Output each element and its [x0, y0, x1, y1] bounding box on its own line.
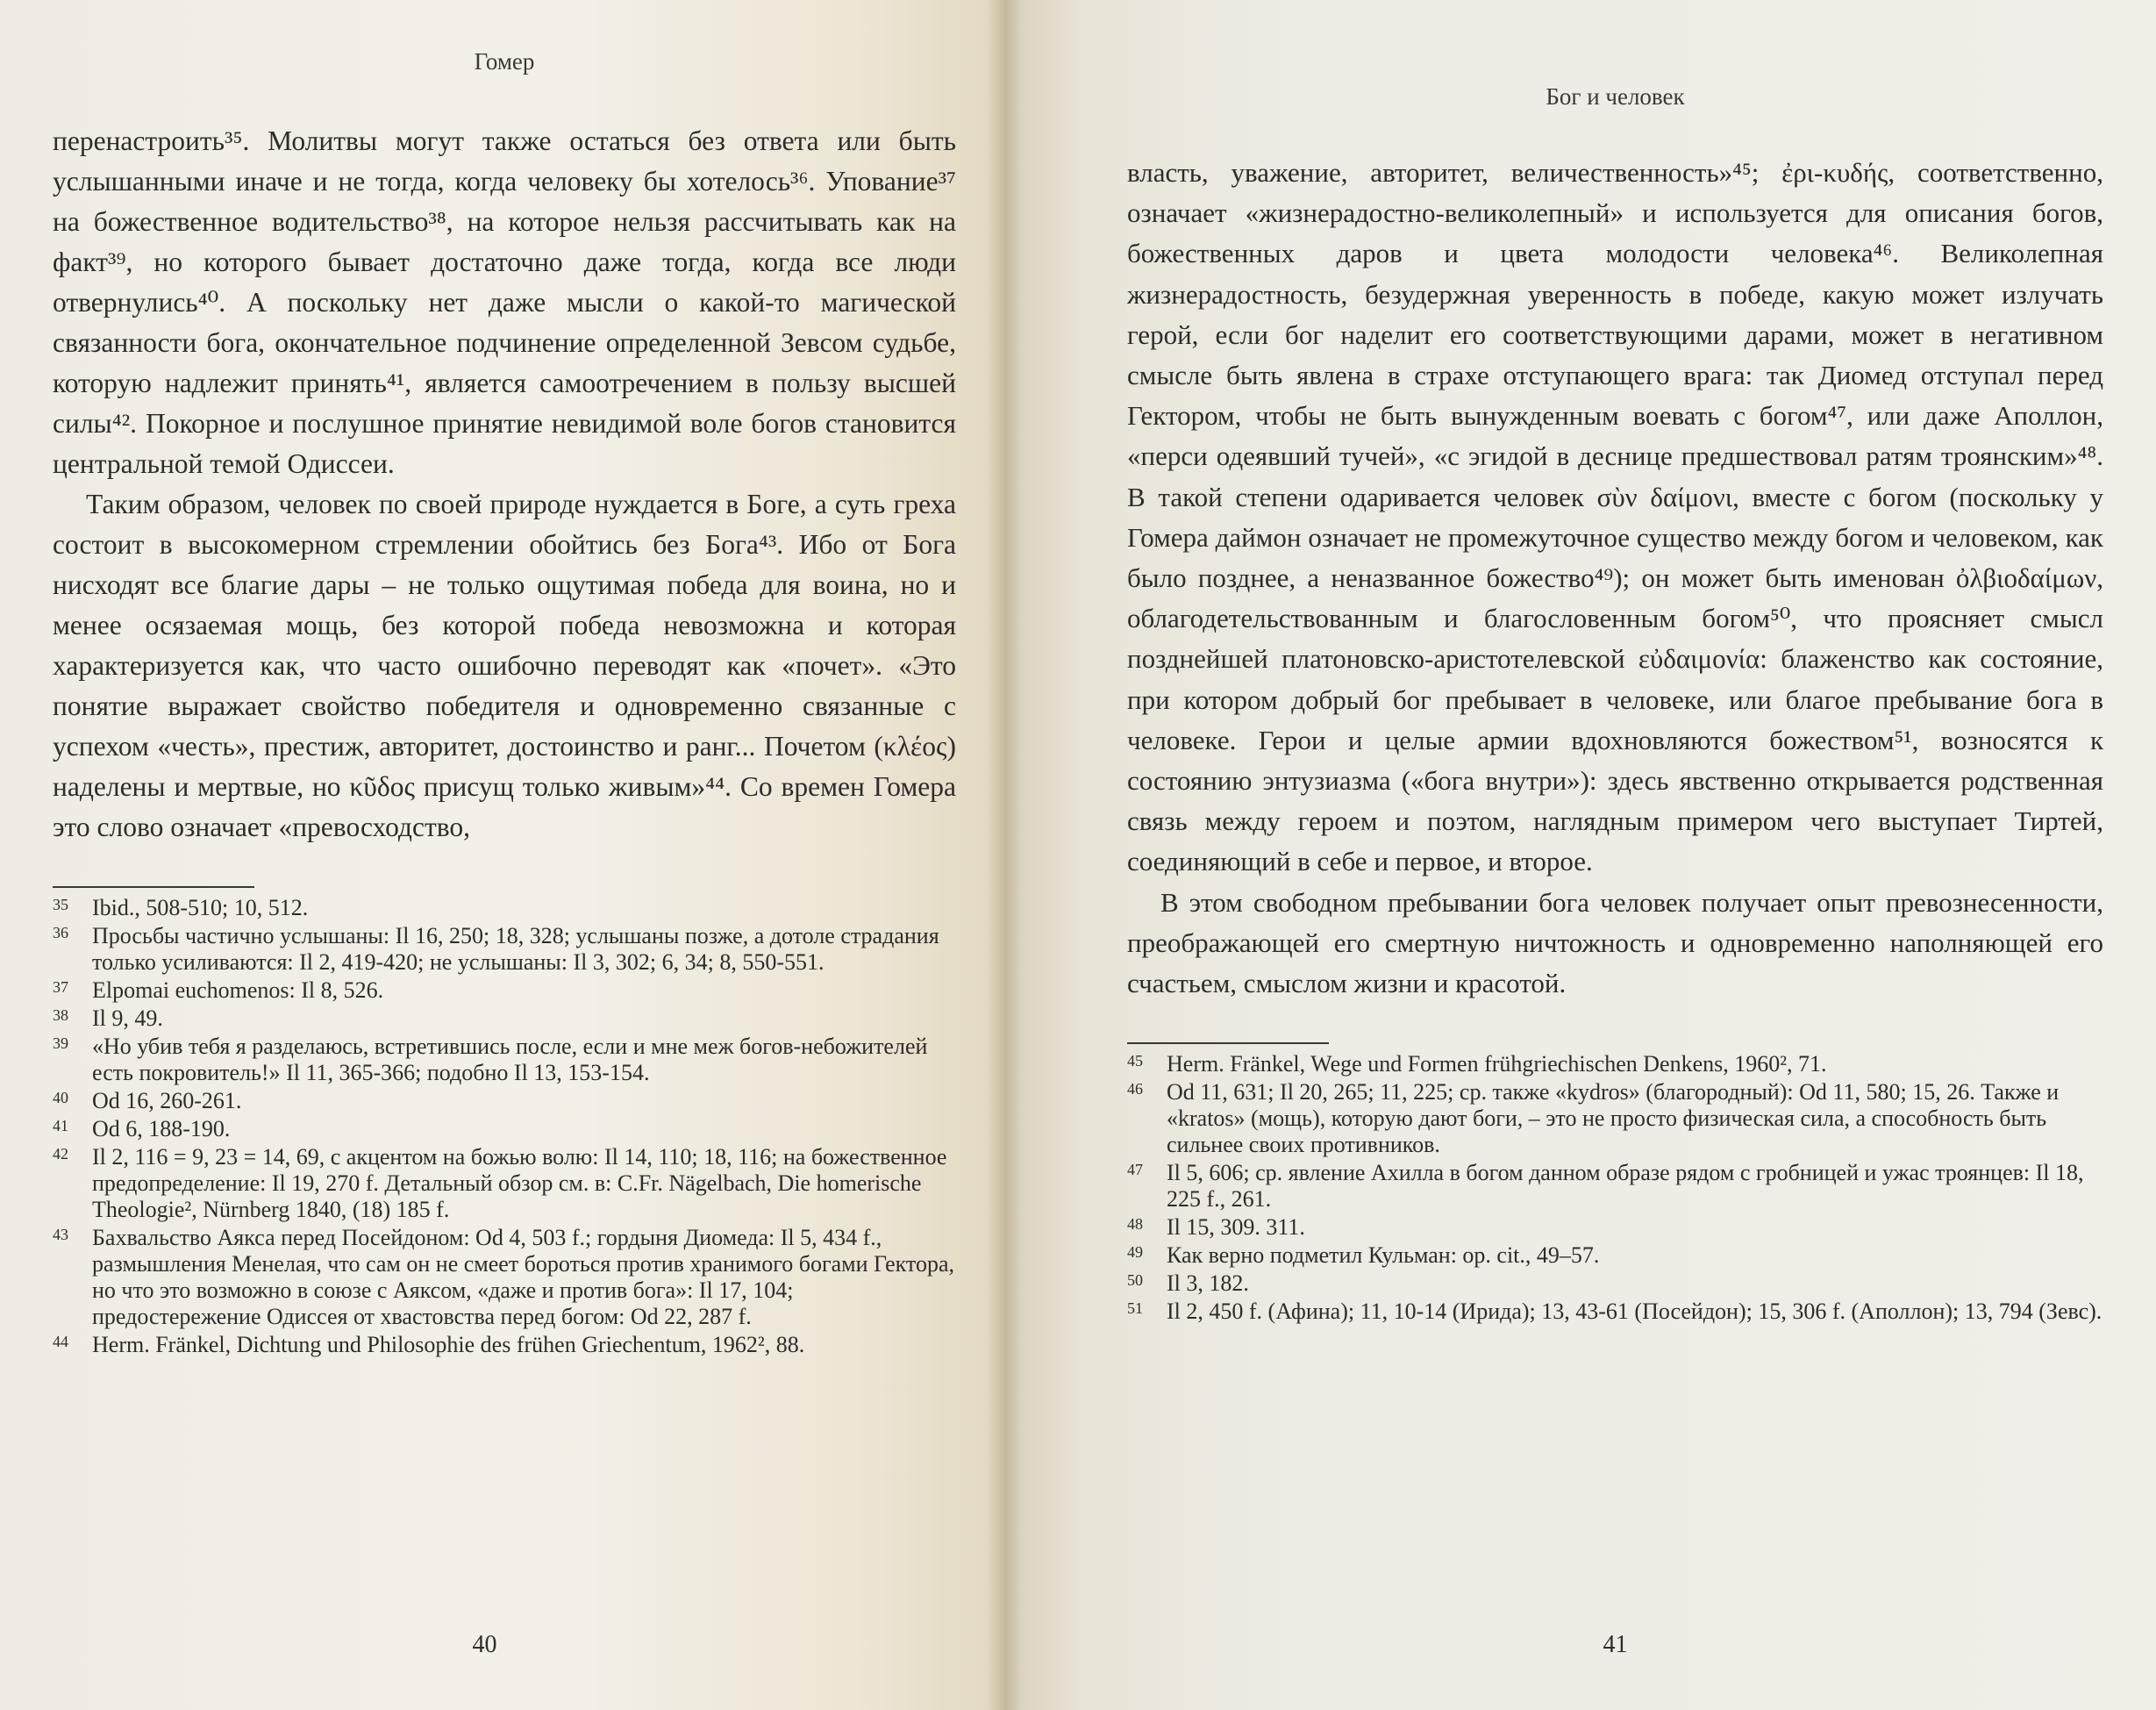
footnote-text: Как верно подметил Кульман: op. cit., 49–57. — [1167, 1242, 1600, 1269]
footnote — [53, 1225, 956, 1330]
footnote-text: Il 15, 309. 311. — [1167, 1214, 1305, 1241]
left-paragraph-2: Таким образом, человек по своей природе нуждается в Боге, а суть греха состоит в высокомерном стремлении обойтись без Бога⁴³. Ибо от Бога нисходят все благие дары – не только ощутимая победа для воина, но и менее осязаемая мощь, без которой победа невозможна и которая характеризуется как, что часто ошибочно переводят как «почет». «Это понятие выражает свойство победителя и одновременно связанные с успехом «честь», престиж, авторитет, достоинство и ранг... Почетом (κλέος) наделены и мертвые, но κῦδος присущ только живым»⁴⁴. Со времен Гомера это слово означает «превосходство, — [53, 489, 956, 842]
footnote-text: Od 6, 188-190. — [92, 1116, 231, 1141]
footnote-number: 48 — [1127, 1215, 1143, 1234]
footnote-text: Herm. Fränkel, Dichtung und Philosophie des frühen Griechentum, 1962², 88. — [92, 1332, 805, 1357]
footnote-text: Il 5, 606; ср. явление Ахилла в богом данном образе рядом с гробницей и ужас троянцев: Il 18, 225 f., 261. — [1167, 1160, 2084, 1213]
footnote-text: Ibid., 508-510; 10, 512. — [92, 895, 309, 920]
footnote-number: 37 — [53, 978, 68, 996]
footnote-text: Просьбы частично услышаны: Il 16, 250; 18, 328; услышаны позже, а дотоле страдания только усиливаются: Il 2, 419-420; не услышаны: Il 3, 302; 6, 34; 8, 550-551. — [92, 923, 939, 975]
running-head-left: Гомер — [474, 48, 535, 75]
footnote-text: Il 2, 116 = 9, 23 = 14, 69, с акцентом на божью волю: Il 14, 110; 18, 116; на божественное предопределение: Il 19, 270 f. Детальный обзор см. в: C.Fr. Nägelbach, Die homerische Theologie², Nürnberg 1840, (18) 185 f. — [92, 1144, 947, 1222]
footnote-text: «Но убив тебя я разделаюсь, встретившись после, если и мне меж богов-небожителей есть покровитель!» Il 11, 365-366; подобно Il 13, 153-154. — [92, 1034, 928, 1085]
footnote — [53, 1144, 956, 1223]
right-paragraph-1: власть, уважение, авторитет, величественность»⁴⁵; ἐρι-κυδής, соответственно, означает «жизнерадостно-великолепный» и используется для описания богов, божественных даров и цвета молодости человека⁴⁶. Великолепная жизнерадостность, безудержная уверенность в победе, какую может излучать герой, если бог наделит его соответствующими дарами, может в негативном смысле быть явлена в страхе отступающего врага: так Диомед отступал перед Гектором, чтобы не быть вынужденным воевать с богом⁴⁷, или даже Аполлон, «перси одеявший тучей», «с эгидой в деснице предшествовал ратям троянским»⁴⁸. В такой степени одаривается человек σὺν δαίμονι, вместе с богом (поскольку у Гомера даймон означает не промежуточное существо между богом и человеком, как было позднее, а неназванное божество⁴⁹); он может быть именован ὀλβιοδαίμων, облагодетельствованным и благословенным богом⁵⁰, что проясняет смысл позднейшей платоновско-аристотелевской εὐδαιμονία: блаженство как состояние, при котором добрый бог пребывает в человеке, или благое пребывание бога в человеке. Герои и целые армии вдохновляются божеством⁵¹, возносятся к состоянию энтузиазма («бога внутри»): здесь явственно открывается родственная связь между героем и поэтом, наглядным примером чего выступает Тиртей, соединяющий в себе и первое, и второе. — [1127, 157, 2103, 877]
footnote-text: Od 11, 631; Il 20, 265; 11, 225; ср. также «kydros» (благородный): Od 11, 580; 15, 26. Также и «kratos» (мощь), которую дают боги, – это не просто физическая сила, а способность быть сильнее своих противников. — [1167, 1079, 2060, 1158]
footnote-number: 50 — [1127, 1271, 1143, 1290]
right-body-text — [1127, 153, 2103, 1004]
footnote — [53, 895, 956, 921]
left-body-text — [53, 121, 956, 848]
footnote-number: 47 — [1127, 1161, 1143, 1179]
footnote-number: 40 — [53, 1089, 68, 1106]
footnote-number: 42 — [53, 1145, 68, 1163]
footnote-number: 46 — [1127, 1080, 1143, 1098]
left-page — [0, 0, 1004, 1710]
footnote — [1127, 1160, 2103, 1213]
footnote-text: Il 2, 450 f. (Афина); 11, 10-14 (Ирида); 13, 43-61 (Посейдон); 15, 306 f. (Аполлон); 13, 794 (Зевс). — [1167, 1299, 2102, 1325]
footnote — [53, 1332, 956, 1358]
footnote — [1127, 1079, 2103, 1158]
footnote-number: 38 — [53, 1006, 68, 1024]
left-footnotes — [53, 895, 956, 1358]
footnote — [1127, 1270, 2103, 1297]
running-head-right: Бог и человек — [1546, 83, 1685, 110]
footnote-number: 41 — [53, 1117, 68, 1134]
footnote-number: 43 — [53, 1226, 68, 1243]
footnote — [53, 1088, 956, 1114]
footnote — [1127, 1242, 2103, 1269]
footnote-number: 39 — [53, 1034, 68, 1052]
footnote-number: 51 — [1127, 1299, 1143, 1318]
footnote — [1127, 1051, 2103, 1077]
footnote-text: Herm. Fränkel, Wege und Formen frühgriechischen Denkens, 1960², 71. — [1167, 1051, 1827, 1077]
right-paragraph-2: В этом свободном пребывании бога человек получает опыт превознесенности, преображающей его смертную ничтожность и одновременно наполняющей его счастьем, смыслом жизни и красотой. — [1127, 886, 2103, 999]
right-page — [1004, 0, 2156, 1710]
footnote-text: Бахвальство Аякса перед Посейдоном: Od 4, 503 f.; гордыня Диомеда: Il 5, 434 f., размышления Менелая, что сам он не смеет бороться против хранимого богами Гектора, но что это возможно в союзе с Аяксом, «даже и против бога»: Il 17, 104; предостережение Одиссея от хвастовства перед богом: Od 22, 287 f. — [92, 1225, 954, 1329]
left-paragraph-1: перенастроить³⁵. Молитвы могут также остаться без ответа или быть услышанными иначе и не тогда, когда человеку бы хотелось³⁶. Упование³⁷ на божественное водительство³⁸, на которое нельзя рассчитывать как на факт³⁹, но которого бывает достаточно даже тогда, когда все люди отвернулись⁴⁰. А поскольку нет даже мысли о какой-то магической связанности бога, окончательное подчинение определенной Зевсом судьбе, которую надлежит принять⁴¹, является самоотречением в пользу высшей силы⁴². Покорное и послушное принятие невидимой воле богов становится центральной темой Одиссеи. — [53, 125, 956, 479]
footnote-number: 44 — [53, 1333, 68, 1350]
footnote — [53, 1034, 956, 1086]
footnote — [53, 977, 956, 1004]
footnote-text: Od 16, 260-261. — [92, 1088, 242, 1113]
footnote-text: Elpomai euchomenos: Il 8, 526. — [92, 977, 384, 1003]
page-number-right: 41 — [1603, 1631, 1628, 1658]
footnote — [53, 923, 956, 976]
footnote — [1127, 1299, 2103, 1325]
footnote-separator-left — [53, 886, 254, 888]
footnote-number: 45 — [1127, 1052, 1143, 1070]
footnote — [53, 1005, 956, 1032]
footnote-text: Il 3, 182. — [1167, 1270, 1249, 1297]
footnote-separator-right — [1127, 1042, 1329, 1044]
footnote-number: 49 — [1127, 1243, 1143, 1262]
right-footnotes — [1127, 1051, 2103, 1325]
footnote — [53, 1116, 956, 1142]
page-number-left: 40 — [472, 1631, 497, 1658]
footnote-number: 36 — [53, 924, 68, 941]
footnote — [1127, 1214, 2103, 1241]
footnote-text: Il 9, 49. — [92, 1005, 163, 1031]
book-gutter — [987, 0, 1022, 1710]
footnote-number: 35 — [53, 896, 68, 913]
